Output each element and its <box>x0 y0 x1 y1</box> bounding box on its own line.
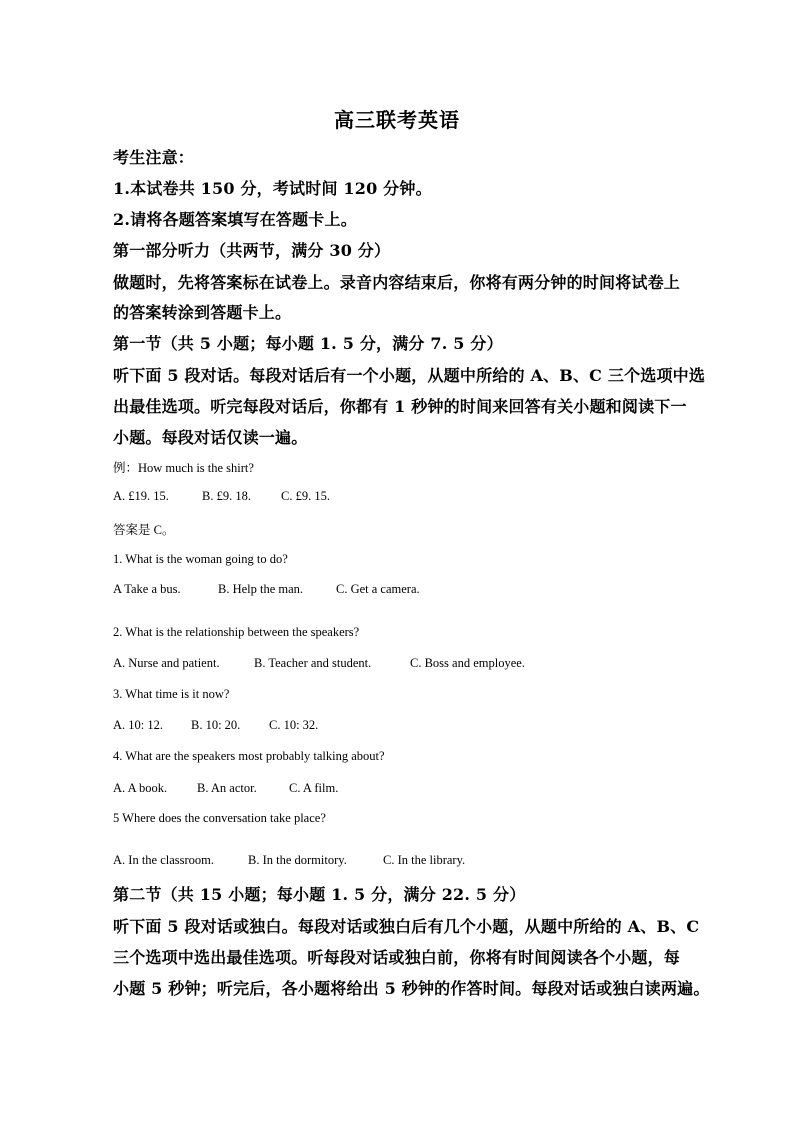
option-c: C. Boss and employee. <box>410 656 525 670</box>
page-title: 高三联考英语 <box>334 108 460 132</box>
notice-item-1: 1.本试卷共 150 分，考试时间 120 分钟。 <box>113 179 432 198</box>
question-2-options <box>113 656 525 671</box>
option-b: B. Help the man. <box>218 582 304 596</box>
example-question: 例：How much is the shirt? <box>113 461 254 475</box>
question-2: 2. What is the relationship between the speakers? <box>113 625 360 639</box>
example-options <box>113 489 330 504</box>
section2-instruction-line-1: 听下面 5 段对话或独白。每段对话或独白后有几个小题，从题中所给的 A、B、C <box>113 917 700 936</box>
question-1: 1. What is the woman going to do? <box>113 552 288 566</box>
example-option-b: B. £9. 18. <box>202 489 251 503</box>
part1-instruction-line-2: 的答案转涂到答题卡上。 <box>113 303 292 322</box>
option-a: A. A book. <box>113 781 168 795</box>
option-a: A. In the classroom. <box>113 853 215 867</box>
option-b: B. An actor. <box>197 781 257 795</box>
option-b: B. 10: 20. <box>191 718 241 732</box>
question-5-options <box>113 853 465 868</box>
example-answer: 答案是 C。 <box>113 523 175 537</box>
option-c: C. In the library. <box>383 853 466 867</box>
option-b: B. Teacher and student. <box>254 656 372 670</box>
question-4: 4. What are the speakers most probably talking about? <box>113 749 385 763</box>
example-option-c: C. £9. 15. <box>281 489 330 503</box>
option-b: B. In the dormitory. <box>248 853 347 867</box>
section1-heading: 第一节（共 5 小题；每小题 1. 5 分，满分 7. 5 分） <box>113 334 503 353</box>
notice-item-2: 2.请将各题答案填写在答题卡上。 <box>113 210 357 229</box>
question-4-options <box>113 781 338 796</box>
example-option-a: A. £19. 15. <box>113 489 169 503</box>
option-a: A. Nurse and patient. <box>113 656 220 670</box>
option-a: A. 10: 12. <box>113 718 163 732</box>
part1-instruction-line-1: 做题时，先将答案标在试卷上。录音内容结束后，你将有两分钟的时间将试卷上 <box>113 273 681 292</box>
section1-instruction-line-1: 听下面 5 段对话。每段对话后有一个小题，从题中所给的 A、B、C 三个选项中选 <box>113 366 706 385</box>
option-c: C. Get a camera. <box>336 582 420 596</box>
question-1-options <box>113 582 420 597</box>
question-3-options <box>113 718 318 733</box>
section2-instruction-line-3: 小题 5 秒钟；听完后，各小题将给出 5 秒钟的作答时间。每段对话或独白读两遍。 <box>113 979 710 998</box>
section1-instruction-line-3: 小题。每段对话仅读一遍。 <box>113 428 308 447</box>
question-3: 3. What time is it now? <box>113 687 230 701</box>
option-c: C. A film. <box>289 781 339 795</box>
section2-heading: 第二节（共 15 小题；每小题 1. 5 分，满分 22. 5 分） <box>113 885 526 904</box>
option-c: C. 10: 32. <box>269 718 319 732</box>
option-a: A Take a bus. <box>113 582 181 596</box>
part1-heading: 第一部分听力（共两节，满分 30 分） <box>113 241 391 260</box>
section2-instruction-line-2: 三个选项中选出最佳选项。听每段对话或独白前，你将有时间阅读各个小题，每 <box>113 948 681 967</box>
notice-heading: 考生注意： <box>113 148 195 167</box>
section1-instruction-line-2: 出最佳选项。听完每段对话后，你都有 1 秒钟的时间来回答有关小题和阅读下一 <box>113 397 687 416</box>
question-5: 5 Where does the conversation take place? <box>113 811 326 825</box>
